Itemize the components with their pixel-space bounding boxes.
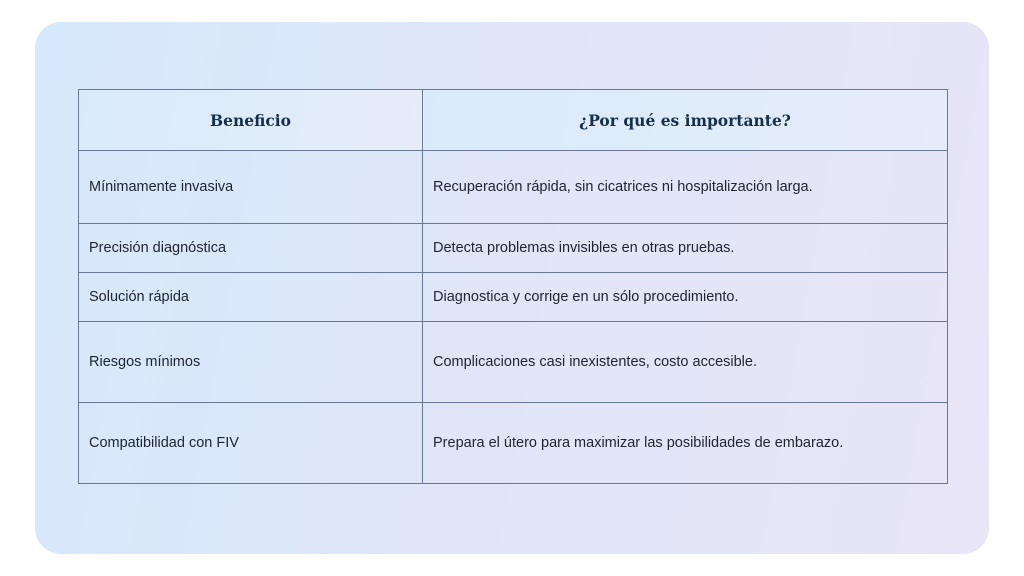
benefit-cell: Riesgos mínimos [79, 322, 423, 403]
importance-cell: Recuperación rápida, sin cicatrices ni hospitalización larga. [423, 151, 948, 224]
table-row [79, 273, 948, 322]
table-row [79, 403, 948, 484]
benefits-table [78, 89, 948, 484]
header-benefit: Beneficio [79, 90, 423, 151]
importance-cell: Prepara el útero para maximizar las posibilidades de embarazo. [423, 403, 948, 484]
importance-cell: Detecta problemas invisibles en otras pruebas. [423, 224, 948, 273]
importance-cell: Diagnostica y corrige en un sólo procedimiento. [423, 273, 948, 322]
benefit-cell: Precisión diagnóstica [79, 224, 423, 273]
table-row [79, 224, 948, 273]
benefit-cell: Compatibilidad con FIV [79, 403, 423, 484]
benefit-cell: Solución rápida [79, 273, 423, 322]
table-header-row [79, 90, 948, 151]
benefit-cell: Mínimamente invasiva [79, 151, 423, 224]
importance-cell: Complicaciones casi inexistentes, costo accesible. [423, 322, 948, 403]
table-row [79, 151, 948, 224]
table-row [79, 322, 948, 403]
header-importance: ¿Por qué es importante? [423, 90, 948, 151]
